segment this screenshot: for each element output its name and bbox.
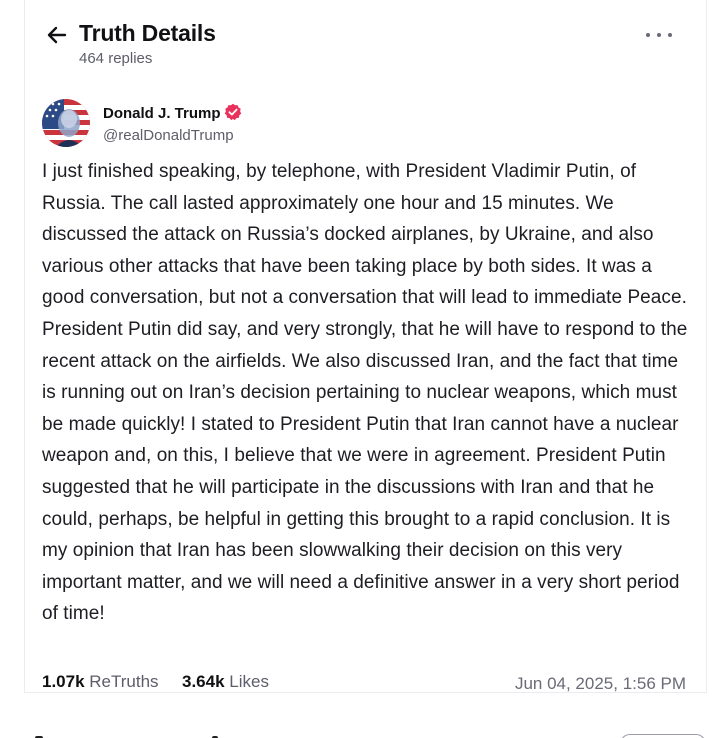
avatar[interactable] xyxy=(42,99,90,147)
author-name-text: Donald J. Trump xyxy=(103,105,221,122)
author-block xyxy=(42,99,686,151)
retruths-stat[interactable] xyxy=(42,672,159,692)
header xyxy=(45,18,686,70)
post-stats xyxy=(42,672,686,694)
post-panel xyxy=(24,0,707,693)
retruths-label: ReTruths xyxy=(89,672,159,691)
author-name[interactable] xyxy=(103,103,242,122)
more-horizontal-icon xyxy=(646,33,650,37)
author-handle[interactable]: @realDonaldTrump xyxy=(103,127,234,144)
avatar-image xyxy=(42,99,90,147)
cropped-button-edge[interactable] xyxy=(620,734,706,738)
retruths-count: 1.07k xyxy=(42,672,85,691)
more-options-button[interactable] xyxy=(646,25,672,45)
page-title: Truth Details xyxy=(79,20,216,46)
likes-label: Likes xyxy=(229,672,269,691)
verified-badge-icon xyxy=(224,103,242,121)
back-button[interactable] xyxy=(45,23,69,47)
arrow-left-icon xyxy=(46,24,68,46)
likes-count: 3.64k xyxy=(182,672,225,691)
likes-stat[interactable] xyxy=(182,672,269,692)
reply-count: 464 replies xyxy=(79,50,153,67)
post-text: I just finished speaking, by telephone, with President Vladimir Putin, of Russia. The call lasted approximately one hour and 15 minutes. We discussed the attack on Russia’s docked airplanes, by Ukraine, and also various other attacks that have been taking place by both sides. It was a good conversation, but not a conversation that will lead to immediate Peace. President Putin did say, and very strongly, that he will have to respond to the recent attack on the airfields. We also discussed Iran, and the fact that time is running out on Iran’s decision pertaining to nuclear weapons, which must be made quickly! I stated to President Putin that Iran cannot have a nuclear weapon and, on this, I believe that we were in agreement. President Putin suggested that he will participate in the discussions with Iran and that he could, perhaps, be helpful in getting this brought to a rapid conclusion. It is my opinion that Iran has been slowwalking their decision on this very important matter, and we will need a definitive answer in a very short period of time! xyxy=(42,161,688,625)
below-content-area xyxy=(0,694,726,738)
post-timestamp[interactable]: Jun 04, 2025, 1:56 PM xyxy=(514,674,686,693)
